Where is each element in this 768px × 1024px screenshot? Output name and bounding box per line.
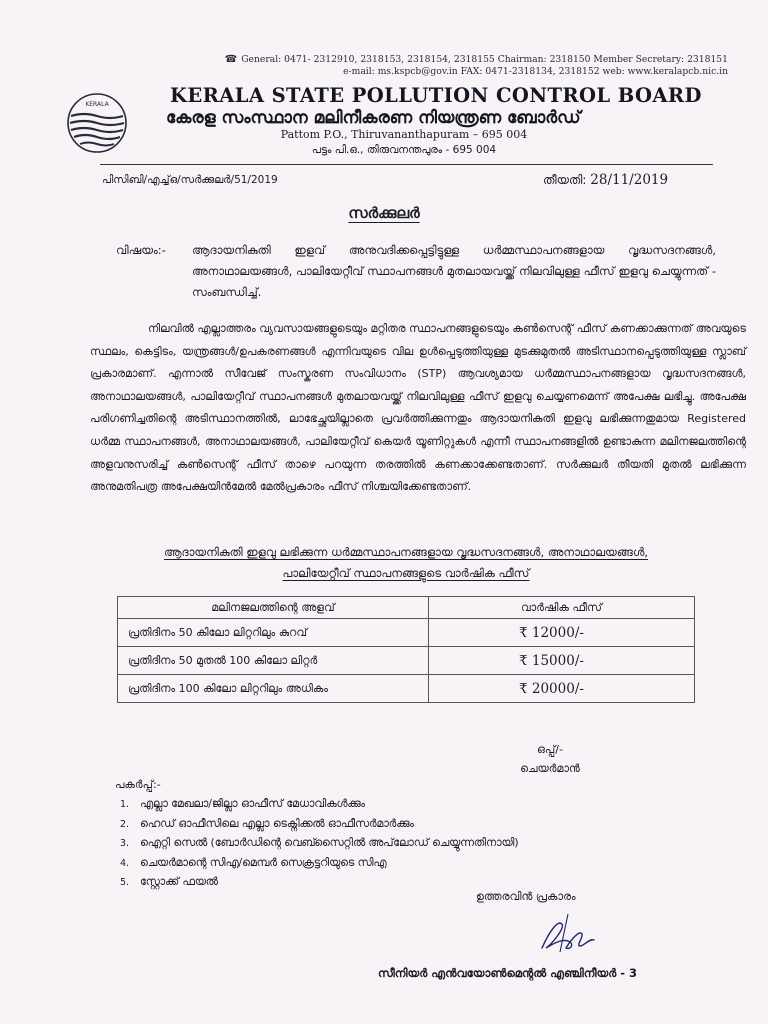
list-item: 4. ചെയർമാന്റെ സിഎ/മെമ്പർ സെക്രട്ടറിയുടെ സിഎ — [120, 855, 387, 869]
document-title — [0, 204, 768, 222]
email-fax-web: e-mail: ms.kspcb@gov.in FAX: 0471-2318134, 2318152 web: www.keralapcb.nic.in — [343, 66, 728, 77]
fee-cell: ₹ 15000/- — [429, 647, 695, 675]
board-name-malayalam: കേരള സംസ്ഥാന മലിനീകരണ നിയന്ത്രണ ബോർഡ് — [166, 108, 581, 128]
volume-cell: പ്രതിദിനം 50 കിലോ ലിറ്ററിലും കുറവ് — [118, 619, 429, 647]
fee-table-heading — [0, 542, 768, 584]
copy-recipients-list — [120, 797, 519, 895]
phone-icon: ☎ — [224, 54, 238, 65]
signature-block — [505, 740, 595, 778]
subject-label: വിഷയം:- — [116, 243, 166, 257]
fee-table — [117, 596, 695, 703]
header-effluent-volume: മലിനജലത്തിന്റെ അളവ് — [118, 597, 429, 619]
volume-cell: പ്രതിദിനം 50 മുതൽ 100 കിലോ ലിറ്റർ — [118, 647, 429, 675]
table-row — [118, 675, 695, 703]
handwritten-signature — [520, 908, 610, 958]
fee-heading-line-2: പാലിയേറ്റീവ് സ്ഥാപനങ്ങളുടെ വാർഷിക ഫീസ് — [282, 566, 530, 580]
circular-date — [543, 172, 668, 188]
date-value: 28/11/2019 — [590, 172, 669, 188]
circular-body: നിലവിൽ എല്ലാത്തരം വ്യവസായങ്ങളുടെയും മറ്റിതര സ്ഥാപനങ്ങളുടെയും കൺസെന്റ് ഫീസ് കണക്കാക്കുന്നത് അവയുടെ സ്ഥലം, കെട്ടിടം, യന്ത്രങ്ങൾ/ഉപകരണങ്ങൾ എന്നിവയുടെ വില ഉൾപ്പെടുത്തിയുള്ള മുടക്കുമുതൽ അടിസ്ഥാനപ്പെടുത്തിയുള്ള സ്ലാബ് പ്രകാരമാണ്. എന്നാൽ സീവേജ് സംസ്കരണ സംവിധാനം (STP) ആവശ്യമായ ധർമ്മസ്ഥാപനങ്ങളായ വൃദ്ധസദനങ്ങൾ, അനാഥാലയങ്ങൾ, പാലിയേറ്റീവ് സ്ഥാപനങ്ങൾ മുതലായവയ്ക്ക് നിലവിലുള്ള ഫീസ് ഇളവു ചെയ്യണമെന്ന് അപേക്ഷ ലഭിച്ചു. അപേക്ഷ പരിഗണിച്ചതിന്റെ അടിസ്ഥാനത്തിൽ, ലാഭേച്ഛയില്ലാതെ പ്രവർത്തിക്കുന്നതും ആദായനികുതി ഇളവു ലഭിക്കുന്നതുമായ Registered ധർമ്മ സ്ഥാപനങ്ങൾ, അനാഥാലയങ്ങൾ, പാലിയേറ്റീവ് കെയർ യൂണിറ്റുകൾ എന്നീ സ്ഥാപനങ്ങളിൽ ഉണ്ടാകുന്ന മലിനജലത്തിന്റെ അളവനുസരിച്ച് കൺസെന്റ് ഫീസ് താഴെ പറയുന്ന തരത്തിൽ കണക്കാക്കേണ്ടതാണ്. സർക്കുലർ തീയതി മുതൽ ലഭിക്കുന്ന അനുമതിപത്ര അപേക്ഷയിൻമേൽ മേൽപ്രകാരം ഫീസ് നിശ്ചയിക്കേണ്ടതാണ്. — [90, 322, 746, 494]
address-english: Pattom P.O., Thiruvananthapuram – 695 004 — [280, 128, 528, 141]
fee-heading-line-1: ആദായനികുതി ഇളവു ലഭിക്കുന്ന ധർമ്മസ്ഥാപനങ്ങളായ വൃദ്ധസദനങ്ങൾ, അനാഥാലയങ്ങൾ, — [163, 545, 649, 559]
contact-details — [150, 54, 728, 78]
list-item: 1. എല്ലാ മേഖലാ/ജില്ലാ ഓഫീസ് മേധാവികൾക്കും — [120, 797, 366, 810]
signatory-title: ചെയർമാൻ — [520, 762, 580, 775]
letterhead-divider — [100, 164, 713, 165]
table-row — [118, 647, 695, 675]
list-item: 5. സ്റ്റോക്ക് ഫയൽ — [120, 875, 218, 888]
subject-text: ആദായനികുതി ഇളവ് അനുവദിക്കപ്പെട്ടിട്ടുള്ള ധർമ്മസ്ഥാപനങ്ങളായ വൃദ്ധസദനങ്ങൾ, അനാഥാലയങ്ങൾ, പാലിയേറ്റീവ് സ്ഥാപനങ്ങൾ മുതലായവയ്ക്ക് നിലവിലുള്ള ഫീസ് ഇളവു ചെയ്യുന്നത് - സംബന്ധിച്ച്. — [192, 243, 716, 299]
volume-cell: പ്രതിദിനം 100 കിലോ ലിറ്ററിലും അധികം — [118, 675, 429, 703]
reference-number: പിസിബി/എച്ച്ഒ/സർക്കുലർ/51/2019 — [102, 174, 278, 186]
address-malayalam: പട്ടം പി.ഒ., തിരുവനന്തപുരം - 695 004 — [311, 144, 497, 156]
list-item: 3. ഐറ്റി സെൽ (ബോർഡിന്റെ വെബ്സൈറ്റിൽ അപ്‌ലോഡ് ചെയ്യുന്നതിനായി) — [120, 836, 519, 849]
copy-label: പകർപ്പ്:- — [115, 778, 161, 791]
issuing-officer: സീനിയർ എൻവയോൺമെന്റൽ എഞ്ചിനീയർ - 3 — [378, 966, 638, 980]
date-label: തീയതി: — [543, 173, 587, 187]
signed-mark: ഒപ്പ്/- — [537, 743, 563, 756]
fee-table-header — [118, 597, 695, 619]
fee-cell: ₹ 20000/- — [429, 675, 695, 703]
list-item: 2. ഹെഡ് ഓഫീസിലെ എല്ലാ ടെക്നിക്കൽ ഓഫീസർമാർക്കും — [120, 816, 414, 830]
board-name-english: KERALA STATE POLLUTION CONTROL BOARD — [170, 84, 702, 107]
title-text: സർക്കുലർ — [348, 204, 420, 222]
table-row — [118, 619, 695, 647]
subject-block — [116, 240, 716, 303]
logo-text: KERALA — [85, 101, 109, 108]
phone-numbers: General: 0471- 2312910, 2318153, 2318154, 2318155 Chairman: 2318150 Member Secretary: 2318151 — [241, 54, 728, 65]
header-annual-fee: വാർഷിക ഫീസ് — [429, 597, 695, 619]
by-order-text: ഉത്തരവിൻ പ്രകാരം — [476, 890, 576, 903]
fee-cell: ₹ 12000/- — [429, 619, 695, 647]
